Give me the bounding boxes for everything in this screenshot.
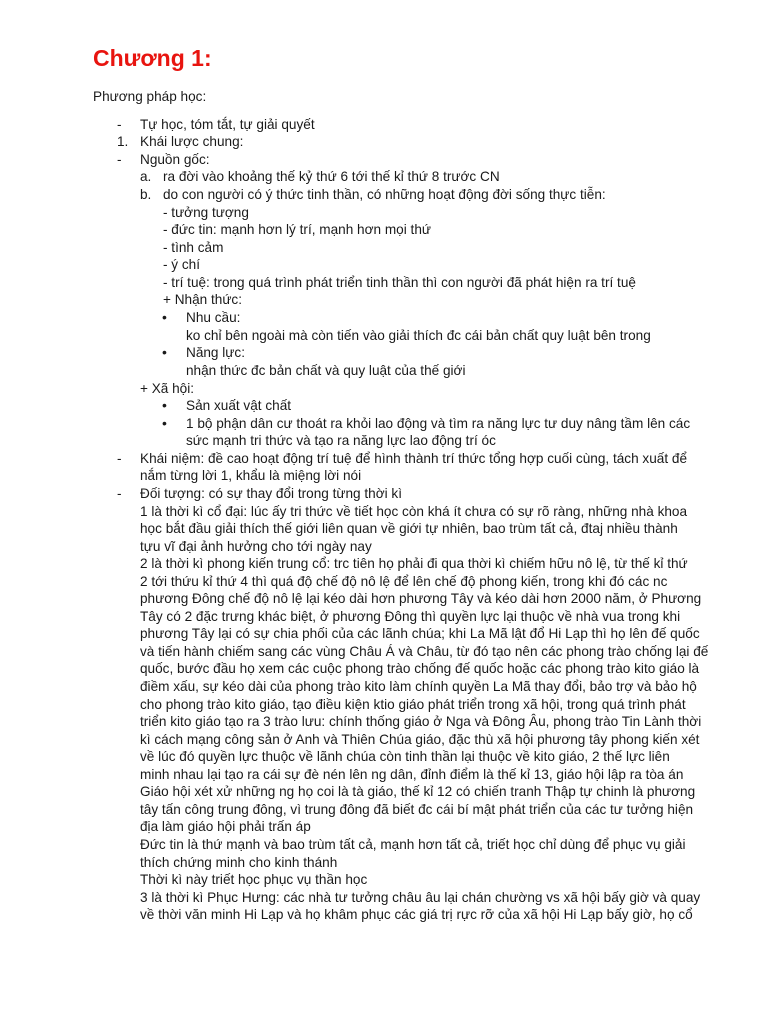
body-line: 2 tới thứu kỉ thứ 4 thì quá độ chế độ nô lệ để lên chế độ phong kiến, trong khi đó các nc (140, 573, 668, 589)
bullet-dot: • (162, 415, 167, 431)
list-item-khai-luoc: Khái lược chung: (140, 134, 244, 149)
body-line: tây tấn công trung đông, vì trung đông đã biết đc cái bí mật phát triển của các tư tưởng hiện (140, 801, 694, 817)
body-line: địa làm giáo hội phải trấn áp (140, 819, 311, 835)
chapter-heading: Chương 1: (93, 45, 212, 71)
list-marker-b: b. (140, 187, 152, 202)
list-marker-a: a. (140, 169, 152, 184)
list-item-a: ra đời vào khoảng thế kỷ thứ 6 tới thế kỉ thứ 8 trước CN (163, 169, 500, 184)
body-line: cho phong trào kito giáo, tạo điều kiện ktio giáo phát triển trong xã hội, trong quá trình phát (140, 696, 686, 712)
body-line: tựu vĩ đại ảnh hưởng cho tới ngày nay (140, 538, 372, 554)
list-marker-dash: - (117, 117, 122, 132)
bullet-dot: • (162, 397, 167, 413)
bullet-san-xuat: Sản xuất vật chất (186, 398, 292, 413)
bullet-dot: • (162, 344, 167, 360)
bullet-nang-luc-text: nhận thức đc bản chất và quy luật của thế giới (186, 363, 466, 378)
body-line: quốc, bước đầu họ xem các cuộc phong trào chống đế quốc hoặc các phong trào kito giáo là (140, 661, 700, 677)
body-line: Đức tin là thứ mạnh và bao trùm tất cả, mạnh hơn tất cả, triết học chỉ dùng để phục vụ giải (140, 836, 686, 852)
body-line: kì cách mạng công sản ở Anh và Thiên Chúa giáo, đặc thù xã hội phương tây phong kiến xét (140, 731, 700, 747)
body-line: thích chứng minh cho kinh thánh (140, 854, 338, 870)
sub-heading-xa-hoi: + Xã hội: (140, 381, 195, 396)
sub-item: - trí tuệ: trong quá trình phát triển tinh thần thì con người đã phát hiện ra trí tuệ (163, 275, 636, 290)
list-marker-number: 1. (117, 134, 129, 149)
intro-line: Phương pháp học: (93, 89, 207, 104)
khai-niem-line-2: nắm từng lời 1, khẩu là miệng lời nói (140, 468, 362, 483)
bullet-bo-phan-line-2: sức mạnh tri thức và tạo ra năng lực lao động trí óc (186, 433, 496, 448)
body-line: Thời kì này triết học phục vụ thần học (140, 872, 368, 888)
sub-item: - đức tin: mạnh hơn lý trí, mạnh hơn mọi thứ (163, 222, 431, 237)
list-item-b: do con người có ý thức tinh thần, có những hoạt động đời sống thực tiễn: (163, 187, 606, 202)
list-marker-dash: - (117, 451, 122, 466)
sub-item: - ý chí (163, 257, 201, 272)
body-line: học bắt đầu giải thích thế giới liên quan về giới tự nhiên, bao trùm tất cả, đtaj nhiều thành (140, 521, 678, 537)
body-line: 1 là thời kì cổ đại: lúc ấy tri thức về tiết học còn khá ít chưa có sự rõ ràng, những nhà khoa (140, 503, 688, 519)
body-line: Tây có 2 đặc trưng khác biệt, ở phương Đông thì quyền lực lại thuộc về nhà vua trong khi (140, 608, 681, 624)
body-line: điềm xấu, sự kéo dài của phong trào kito làm chính quyền La Mã thay đổi, bảo trợ và bảo hộ (140, 679, 697, 694)
sub-item: - tưởng tượng (163, 205, 249, 220)
bullet-bo-phan-line-1: 1 bộ phận dân cư thoát ra khỏi lao động và tìm ra năng lực tư duy nâng tầm lên các (186, 416, 691, 431)
body-line: Giáo hội xét xử những ng họ coi là tà giáo, thế kỉ 12 có chiến tranh Thập tự chinh là phương (140, 784, 696, 800)
list-marker-dash: - (117, 486, 122, 501)
khai-niem-line-1: Khái niệm: đề cao hoạt động trí tuệ để hình thành trí thức tổng hợp cuối cùng, tách xuất để (140, 451, 688, 466)
body-line: và tiến hành chiếm sang các vùng Châu Á và Châu, từ đó tạo nên các phong trào chống lại đế (140, 643, 709, 659)
bullet-nhu-cau-text: ko chỉ bên ngoài mà còn tiến vào giải thích đc cái bản chất quy luật bên trong (186, 328, 651, 343)
body-line: phương Đông chế độ nô lệ lại kéo dài hơn phương Tây và kéo dài hơn 2000 năm, ở Phương (140, 591, 702, 607)
body-line: phương Tây lại có sự chia phối của các lãnh chúa; khi La Mã lật đổ Hi Lạp thì họ lên đế quốc (140, 626, 700, 642)
list-item-tu-hoc: Tự học, tóm tắt, tự giải quyết (140, 117, 315, 132)
doi-tuong-line: Đối tượng: có sự thay đổi trong từng thời kì (140, 486, 402, 501)
body-line: 3 là thời kì Phục Hưng: các nhà tư tưởng châu âu lại chán chường vs xã hội bấy giờ và quay (140, 889, 701, 905)
body-line: 2 là thời kì phong kiến trung cổ: trc tiên họ phải đi qua thời kì chiếm hữu nô lệ, từ thế kỉ thứ (140, 556, 688, 572)
bullet-nang-luc: Năng lực: (186, 345, 245, 360)
body-line: minh nhau lại tạo ra cái sự đè nén lên ng dân, đỉnh điểm là thế kỉ 13, giáo hội lập ra tòa án (140, 766, 684, 782)
bullet-dot: • (162, 309, 167, 325)
list-item-nguon-goc: Nguồn gốc: (140, 152, 210, 167)
body-line: về lúc đó quyền lực thuộc về lãnh chúa còn tinh thần lại thuộc về kito giáo, 2 thế lực liên (140, 749, 670, 765)
sub-item: - tình cảm (163, 240, 224, 255)
body-line: triển kito giáo tạo ra 3 trào lưu: chính thống giáo ở Nga và Đông Âu, phong trào Tin Lành thời (140, 714, 702, 730)
body-line: về thời văn minh Hi Lạp và họ khâm phục các giá trị rực rỡ của xã hội Hi Lạp bấy giờ, họ cổ (140, 907, 693, 923)
list-marker-dash: - (117, 152, 122, 167)
bullet-nhu-cau: Nhu cầu: (186, 310, 241, 325)
sub-heading-nhan-thuc: + Nhận thức: (163, 292, 243, 307)
